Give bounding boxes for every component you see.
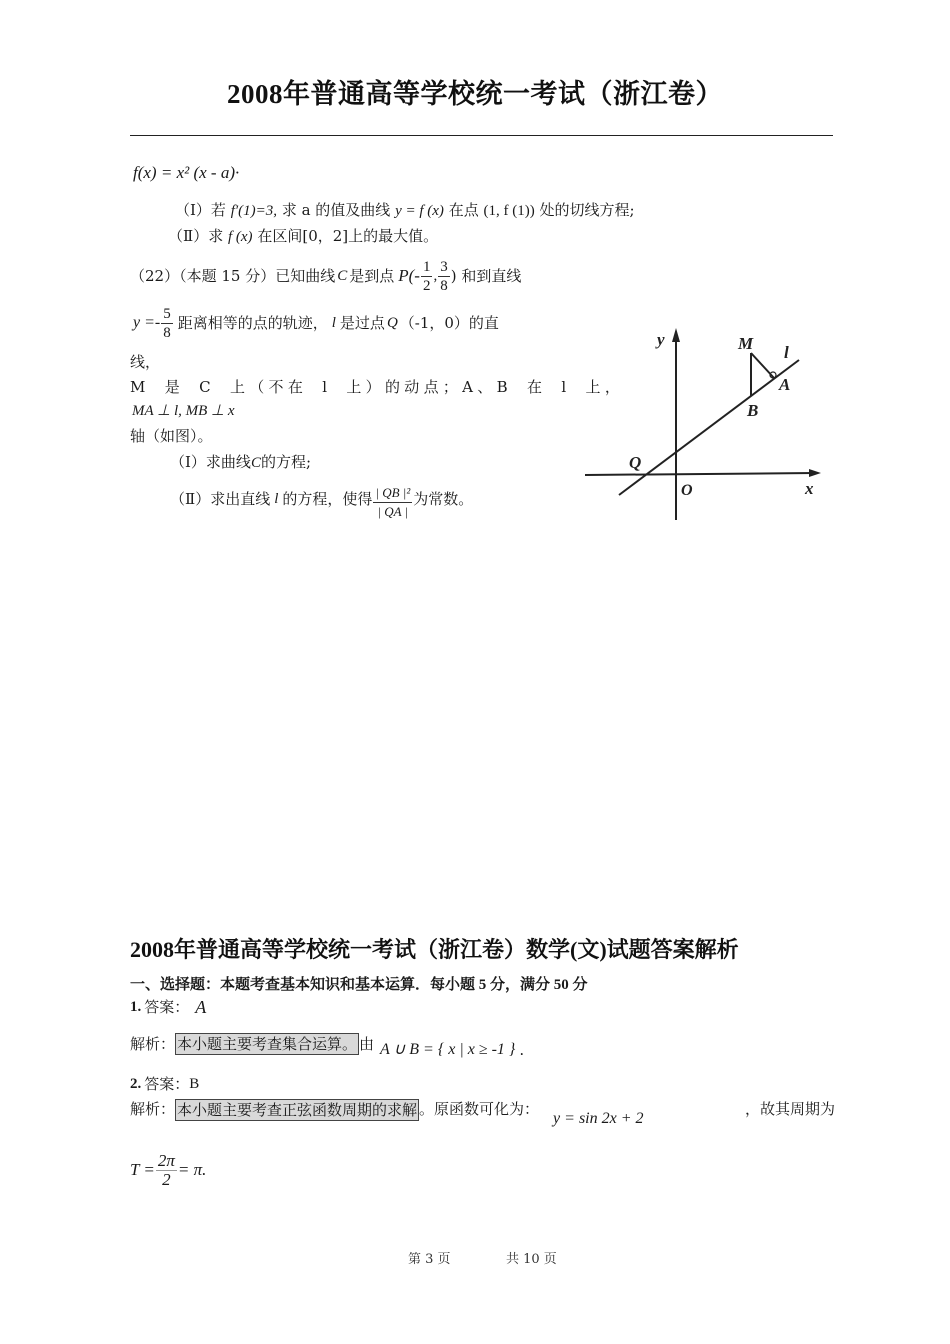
q22-part2 — [170, 484, 473, 534]
function-definition: f(x) = x² (x - a)· — [133, 163, 240, 182]
q22-text7: MA ⊥ l, MB ⊥ x — [132, 403, 235, 419]
page-title: 2008年普通高等学校统一考试（浙江卷） — [227, 79, 723, 109]
answer-2 — [130, 1074, 199, 1094]
q22-p-x-fraction — [421, 258, 433, 295]
q21-part1-condition: f′(1)=3, — [230, 203, 278, 219]
q22-text5: 线， — [130, 353, 161, 371]
q22-point-p: P(- — [398, 266, 420, 285]
q22-part1-c: C — [250, 455, 261, 471]
q22-number: （22）（本题 15 分）已知曲线 — [130, 267, 336, 285]
analysis-1-label: 解析： — [130, 1035, 176, 1053]
q21-part1-point: (1, f (1)) — [483, 203, 535, 219]
q22-part1-suffix: 的方程; — [260, 453, 312, 471]
q22-part2-l: l — [274, 491, 279, 507]
q22-part1 — [170, 452, 311, 473]
analysis-2-label: 解析： — [130, 1100, 176, 1118]
answer-2-label: 答案： — [144, 1075, 190, 1093]
q21-part2 — [168, 226, 438, 247]
label-o: O — [681, 482, 693, 499]
analysis-2 — [130, 1099, 835, 1129]
analysis-2-text: 。原函数可化为： — [419, 1100, 540, 1118]
q22-line-fraction — [161, 305, 173, 342]
x-axis-arrow-icon — [809, 469, 821, 477]
q21-part2-suffix: 在区间[0，2]上的最大值。 — [257, 227, 439, 245]
q22-q-coords: （-1，0）的直 — [399, 314, 499, 332]
numerator: 1 — [422, 258, 431, 275]
q21-part1-suffix: 处的切线方程; — [539, 201, 635, 219]
label-x: x — [805, 479, 814, 498]
denominator: 2 — [422, 277, 431, 294]
page-number: 第 3 页 — [408, 1252, 451, 1267]
analysis-1 — [130, 1028, 524, 1060]
x-axis — [585, 473, 815, 475]
numerator: 2π — [157, 1150, 175, 1170]
label-m: M — [738, 334, 754, 353]
q22-ratio-fraction — [373, 484, 412, 521]
analysis-1-formula: A ∪ B = { x | x ≥ -1 } — [380, 1041, 516, 1058]
denominator: 8 — [163, 324, 171, 341]
q22-line1: （22）（本题 15 分）已知曲线 C 是到点 P(- $\frac{1}{2}$ , $\frac{3}{8}$ ) 和到直线 — [130, 258, 522, 294]
period-lhs: T = — [130, 1160, 155, 1179]
q22-line-y: y =- — [133, 314, 161, 331]
denominator: 8 — [440, 277, 448, 294]
answer-1-value: A — [195, 997, 207, 1017]
label-y: y — [657, 330, 665, 349]
q21-part1 — [175, 200, 635, 221]
y-axis-arrow-icon — [672, 328, 680, 342]
analysis-1-end: . — [519, 1041, 525, 1059]
q21-part1-at: 在点 — [448, 201, 479, 219]
answer-1 — [130, 997, 206, 1017]
q22-part2-suffix: 为常数。 — [413, 490, 474, 508]
q22-text3: 距离相等的点的轨迹， — [177, 314, 328, 332]
answers-title: 2008年普通高等学校统一考试（浙江卷）数学(文)试题答案解析 — [130, 937, 739, 962]
q22-text8: 轴（如图）。 — [130, 427, 213, 445]
q22-text1: 是到点 — [349, 267, 395, 285]
q21-part1-curve: y = f (x) — [395, 203, 444, 219]
answer-1-number: 1. — [130, 999, 142, 1015]
q21-part1-prefix: （Ⅰ）若 — [175, 201, 226, 219]
analysis-2-highlight: 本小题主要考查正弦函数周期的求解 — [177, 1101, 418, 1119]
label-b: B — [747, 401, 759, 420]
q22-p-y-fraction — [438, 258, 450, 295]
label-l: l — [784, 343, 789, 362]
denominator: 2 — [162, 1169, 171, 1189]
analysis-2-text2: ，故其周期为 — [744, 1100, 835, 1118]
q22-point-q: Q — [386, 315, 398, 331]
page-total: 共 10 页 — [506, 1252, 557, 1267]
q21-part2-func: f (x) — [227, 229, 253, 245]
denominator: | QA | — [377, 504, 409, 519]
analysis-1-highlight: 本小题主要考查集合运算。 — [177, 1035, 358, 1053]
q21-part2-prefix: （Ⅱ）求 — [168, 227, 224, 245]
numerator: 5 — [163, 305, 171, 322]
label-a: A — [779, 375, 791, 394]
label-q: Q — [629, 453, 642, 472]
answer-1-label: 答案： — [144, 998, 190, 1016]
period-fraction — [156, 1152, 177, 1189]
geometry-figure — [575, 320, 827, 525]
q22-text6: M 是 C 上（不在 l 上）的动点；A、B 在 l 上， — [130, 378, 625, 396]
answer-2-value: B — [189, 1076, 200, 1092]
coordinate-diagram — [575, 320, 827, 525]
q22-part2-mid: 的方程，使得 — [282, 490, 373, 508]
q22-line2 — [133, 302, 499, 344]
answer-2-number: 2. — [130, 1076, 142, 1092]
numerator: 3 — [440, 258, 448, 275]
q22-line-l: l — [331, 315, 336, 331]
section1-heading: 一、选择题：本题考查基本知识和基本运算．每小题 5 分，满分 50 分 — [130, 977, 588, 993]
title-divider — [130, 135, 833, 136]
q22-text4: 是过点 — [339, 314, 385, 332]
analysis-1-text: 由 — [359, 1035, 375, 1053]
q22-part1-prefix: （Ⅰ）求曲线 — [170, 453, 251, 471]
numerator: | QB |² — [373, 484, 412, 503]
q21-part1-mid: 求 a 的值及曲线 — [281, 201, 391, 219]
period-formula — [130, 1145, 206, 1195]
period-rhs: = π. — [177, 1160, 207, 1179]
q22-part2-prefix: （Ⅱ）求出直线 — [170, 490, 271, 508]
analysis-2-formula: y = sin 2x + 2 — [553, 1110, 644, 1127]
q22-curve-c: C — [337, 268, 348, 284]
q22-text2: ) 和到直线 — [450, 267, 522, 285]
